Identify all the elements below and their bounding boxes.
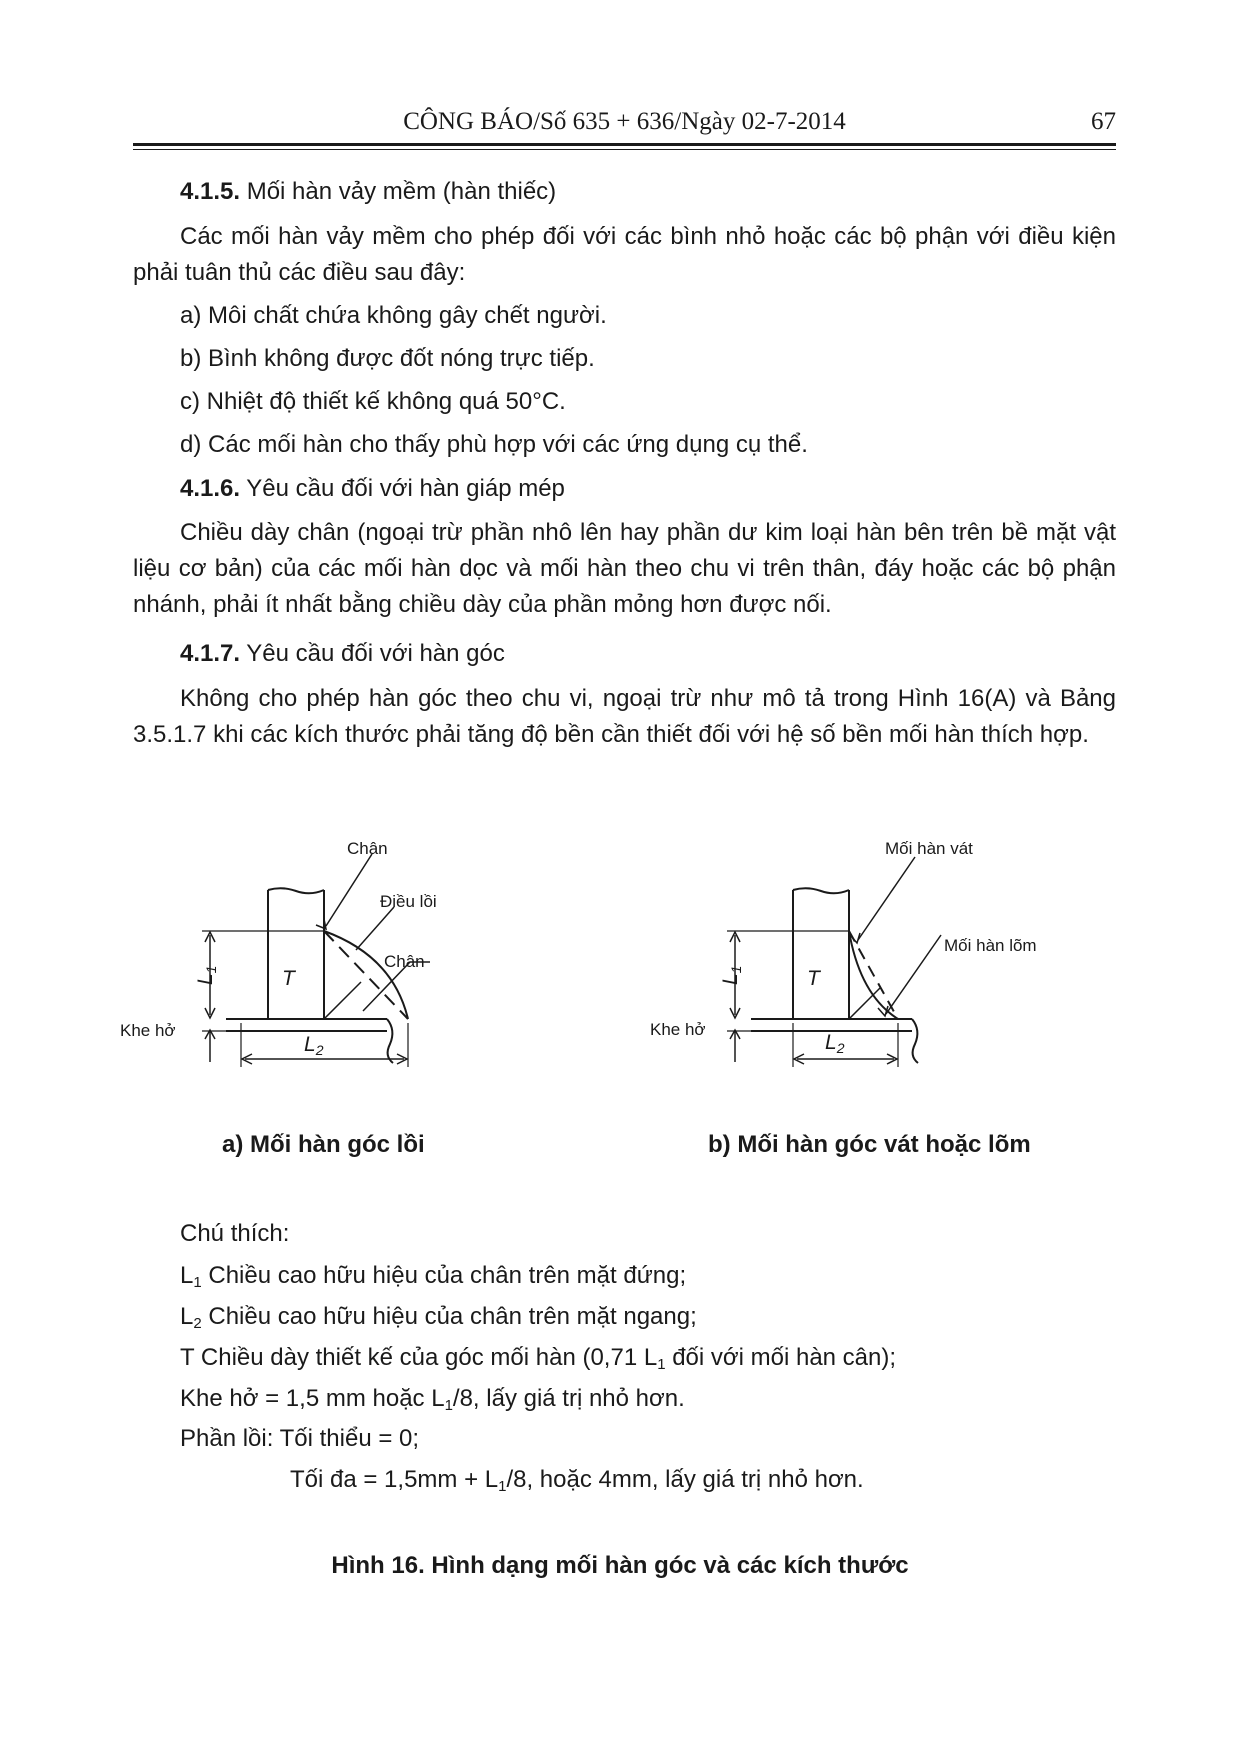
leader-moi-han-lom (886, 935, 941, 1014)
paragraph-text: Chiều dày chân (ngoại trừ phần nhô lên hay phần dư kim loại hàn bên trên bề mặt vật liệu cơ bản) của các mối hàn dọc và mối hàn theo chu vi trên thân, đáy hoặc các bộ phận nhánh, phải ít nhất bằng chiều dày của phần mỏng hơn được nối. (133, 519, 1116, 618)
leader-moi-han-vat (858, 857, 915, 940)
section-4-1-5-heading (180, 174, 556, 210)
page-header (133, 104, 1116, 144)
figure-b-concave-fillet-weld (650, 830, 1070, 1080)
note-convexity-min: Phần lồi: Tối thiểu = 0; (180, 1425, 420, 1452)
header-rule-thick (133, 143, 1116, 146)
figure-a-convex-fillet-weld (110, 830, 437, 1080)
section-4-1-5-intro (133, 219, 1116, 291)
throat-label: T (807, 967, 820, 990)
list-item: d) Các mối hàn cho thấy phù hợp với các ứng dụng cụ thể. (180, 431, 808, 458)
note-gap: Khe hở = 1,5 mm hoặc $L_1/8$, lấy giá trị nhỏ hơn. (180, 1385, 685, 1414)
section-title: Mối hàn vảy mềm (hàn thiếc) (240, 178, 557, 205)
figure-title: Hình 16. Hình dạng mối hàn góc và các kích thước (331, 1552, 909, 1579)
horizontal-plate-break-line (387, 1019, 393, 1063)
l1-label: L1 (194, 965, 219, 985)
leader-chan-top (326, 854, 372, 926)
page-number: 67 (1091, 108, 1116, 135)
leader-dieu-loi (356, 907, 394, 950)
throat-line (324, 982, 361, 1019)
section-4-1-6-heading (180, 471, 565, 507)
figure-a-caption: a) Mối hàn góc lồi (222, 1131, 425, 1158)
flat-weld-dashed-line (849, 931, 898, 1019)
paragraph-text: Các mối hàn vảy mềm cho phép đối với các bình nhỏ hoặc các bộ phận với điều kiện phải tuân thủ các điều sau đây: (133, 223, 1116, 286)
l2-label: L2 (825, 1031, 845, 1056)
list-item: c) Nhiệt độ thiết kế không quá 50°C. (180, 388, 566, 415)
list-item: b) Bình không được đốt nóng trực tiếp. (180, 345, 595, 372)
label-moi-han-lom: Mối hàn lõm (944, 936, 1037, 955)
vertical-plate-break-line (268, 888, 324, 893)
paragraph-text: Không cho phép hàn góc theo chu vi, ngoại trừ như mô tả trong Hình 16(A) và Bảng 3.5.1.7 khi các kích thước phải tăng độ bền cần thiết đối với hệ số bền mối hàn thích hợp. (133, 685, 1116, 748)
section-title: Yêu cầu đối với hàn góc (240, 640, 505, 667)
list-item: a) Môi chất chứa không gây chết người. (180, 302, 607, 329)
section-4-1-7-heading (180, 636, 505, 672)
vertical-plate-break-line (793, 888, 849, 893)
throat-line (849, 988, 880, 1019)
section-number: 4.1.5. (180, 178, 241, 205)
label-dieu-loi: Điều lồi (380, 892, 437, 911)
gap-label: Khe hở (650, 1020, 706, 1039)
note-l2: $L_2$ Chiều cao hữu hiệu của chân trên mặt ngang; (180, 1303, 697, 1332)
section-number: 4.1.7. (180, 640, 241, 667)
label-chan-right: Chân (384, 952, 425, 971)
label-moi-han-vat: Mối hàn vát (885, 839, 973, 858)
section-4-1-6-body (133, 515, 1116, 623)
l1-label: L1 (719, 965, 744, 985)
horizontal-plate-break-line (912, 1019, 918, 1063)
header-rule-thin (133, 149, 1116, 150)
note-l1: $L_1$ Chiều cao hữu hiệu của chân trên mặt đứng; (180, 1262, 687, 1291)
note-convexity-max: Tối đa = $1,5mm + L_1/8$, hoặc 4mm, lấy giá trị nhỏ hơn. (290, 1466, 864, 1495)
figure-b-caption: b) Mối hàn góc vát hoặc lõm (708, 1131, 1031, 1158)
section-4-1-7-body (133, 681, 1116, 753)
gap-label: Khe hở (120, 1021, 176, 1040)
label-chan-top: Chân (347, 839, 388, 858)
header-title: CÔNG BÁO/Số 635 + 636/Ngày 02-7-2014 (403, 108, 846, 135)
section-title: Yêu cầu đối với hàn giáp mép (240, 475, 565, 502)
note-throat: T Chiều dày thiết kế của góc mối hàn (0,71 $L_1$ đối với mối hàn cân); (180, 1344, 897, 1373)
notes-heading: Chú thích: (180, 1220, 290, 1247)
section-number: 4.1.6. (180, 475, 241, 502)
l2-label: L2 (304, 1033, 324, 1058)
throat-label: T (282, 967, 295, 990)
